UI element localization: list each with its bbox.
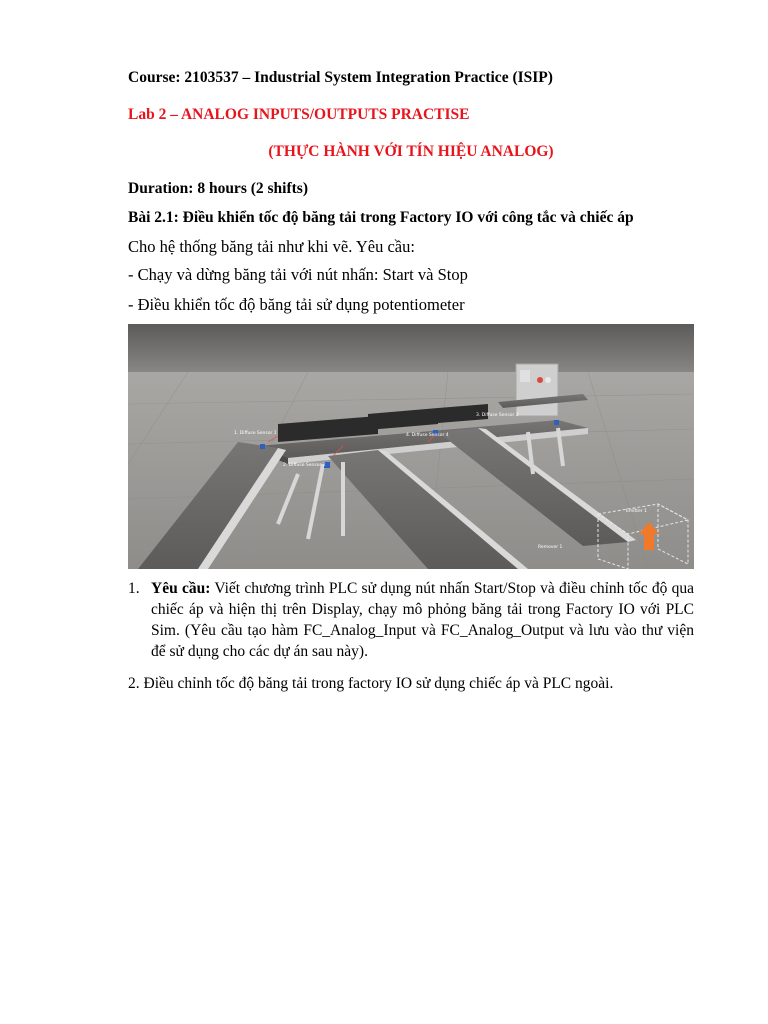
task-item-1-number: 1.	[128, 580, 140, 597]
label-remover: Remover 1	[538, 545, 563, 550]
task-item-1-body	[151, 578, 694, 662]
exercise-bullet-potentiometer: - Điều khiển tốc độ băng tải sử dụng potentiometer	[128, 295, 465, 314]
factory-io-conveyor-figure	[128, 324, 694, 569]
task-item-2: 2. Điều chỉnh tốc độ băng tải trong factory IO sử dụng chiếc áp và PLC ngoài.	[128, 675, 614, 692]
label-sensor-3: 3. Diffuse Sensor 3	[476, 413, 519, 418]
label-sensor-2: 2. Diffuse Sensor 2	[283, 463, 326, 468]
conveyor-scene-image	[128, 324, 694, 569]
course-line: Course: 2103537 – Industrial System Integration Practice (ISIP)	[128, 69, 553, 86]
duration-line: Duration: 8 hours (2 shifts)	[128, 180, 308, 197]
exercise-intro: Cho hệ thống băng tải như khi vẽ. Yêu cầu:	[128, 237, 415, 256]
exercise-bullet-start-stop: - Chạy và dừng băng tải với nút nhấn: Start và Stop	[128, 265, 468, 284]
task-item-1-label: Yêu cầu:	[151, 580, 211, 597]
lab-title: Lab 2 – ANALOG INPUTS/OUTPUTS PRACTISE	[128, 106, 470, 123]
label-sensor-4: 4. Diffuse Sensor 4	[406, 433, 449, 438]
task-item-1-text: Viết chương trình PLC sử dụng nút nhấn Start/Stop và điều chỉnh tốc độ qua chiếc áp và hiện thị trên Display, chạy mô phỏng băng tải trong Factory IO với PLC Sim. (Yêu cầu tạo hàm FC_Analog_Input và FC_Analog_Output và lưu vào thư viện để sử dụng cho các dự án sau này).	[151, 580, 694, 660]
label-sensor-1: 1. Diffuse Sensor 1	[234, 431, 277, 436]
label-emitter: Emitter 1	[626, 509, 647, 514]
exercise-title: Bài 2.1: Điều khiển tốc độ băng tải trong Factory IO với công tắc và chiếc áp	[128, 209, 634, 226]
lab-subtitle: (THỰC HÀNH VỚI TÍN HIỆU ANALOG)	[268, 143, 554, 160]
task-item-1	[128, 578, 694, 662]
